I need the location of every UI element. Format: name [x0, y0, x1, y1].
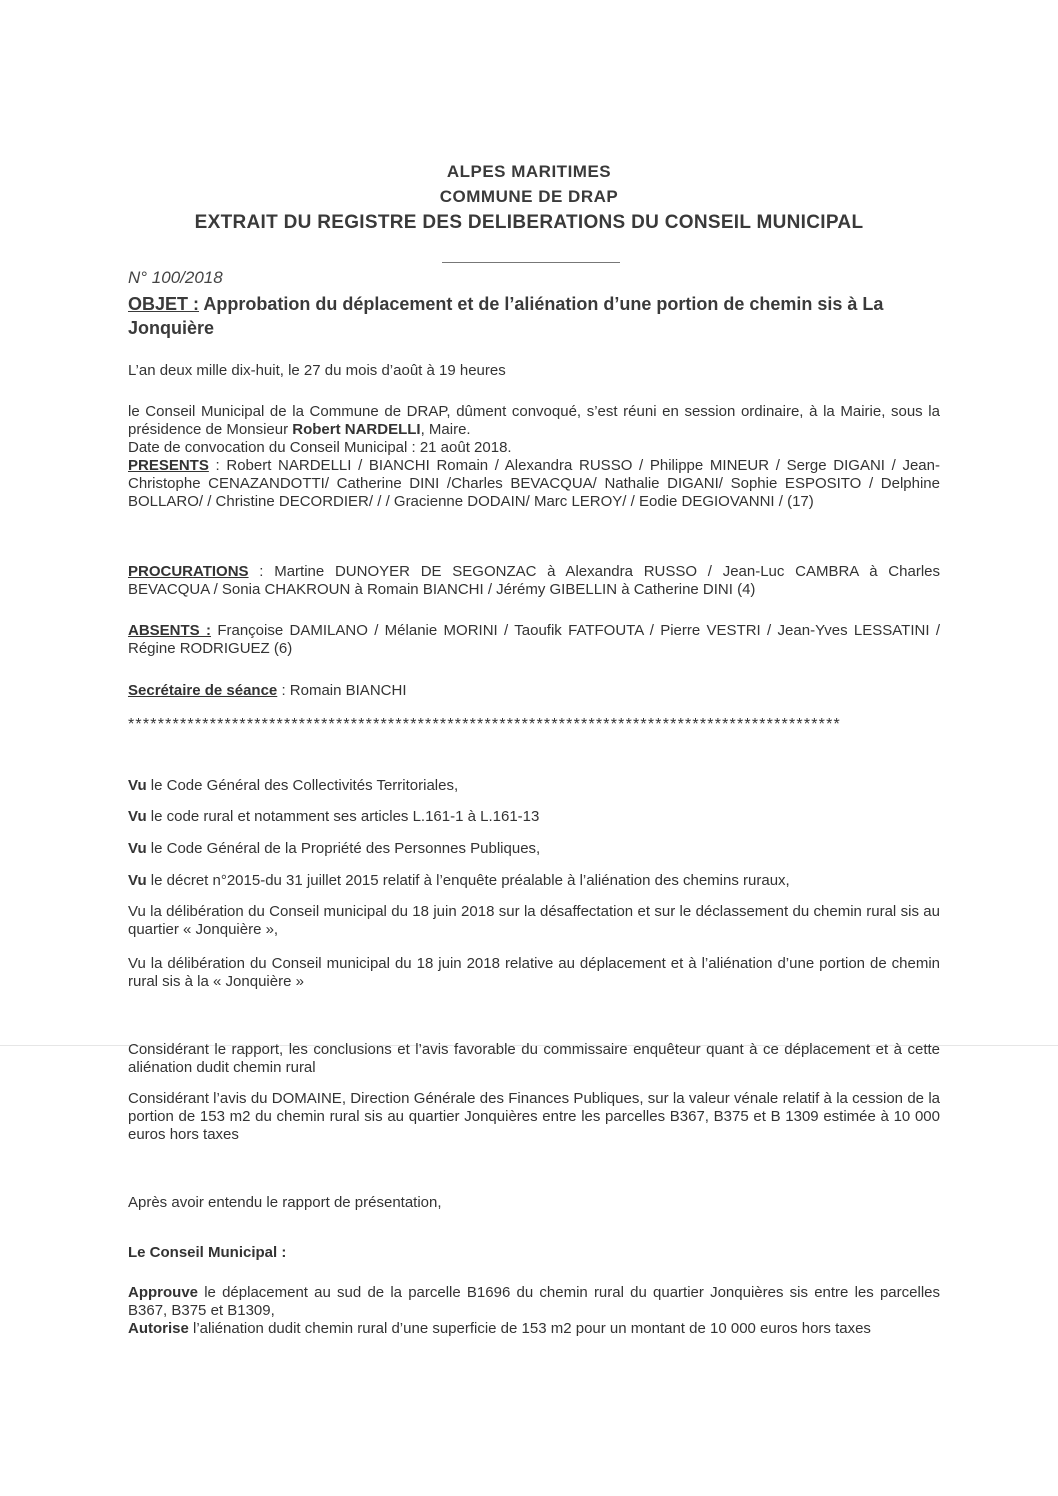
visa-text: Vu la délibération du Conseil municipal du 18 juin 2018 relative au déplacement et à l’aliénation d’une portion de chemin rural sis à la « Jonquière »	[128, 955, 940, 990]
title-rule	[442, 262, 620, 263]
objet-line	[128, 292, 928, 340]
procurations-list: : Martine DUNOYER DE SEGONZAC à Alexandra RUSSO / Jean-Luc CAMBRA à Charles BEVACQUA / Sonia CHAKROUN à Romain BIANCHI / Jérémy GIBELLIN à Catherine DINI (4)	[128, 563, 940, 598]
separator-stars: ************************************************************************************************	[128, 716, 841, 733]
intro-text-b: , Maire.	[420, 421, 471, 438]
absents-paragraph	[128, 622, 940, 658]
mayor-name: Robert NARDELLI	[292, 421, 421, 438]
visa-text: le Code Général des Collectivités Territoriales,	[146, 777, 459, 794]
visa-keyword: Vu	[128, 777, 147, 794]
visa-text: le code rural et notamment ses articles L.161-1 à L.161-13	[146, 808, 540, 825]
document-title: EXTRAIT DU REGISTRE DES DELIBERATIONS DU CONSEIL MUNICIPAL	[194, 212, 864, 233]
visa-text: Vu la délibération du Conseil municipal du 18 juin 2018 sur la désaffectation et sur le déclassement du chemin rural sis au quartier « Jonquière »,	[128, 903, 940, 938]
objet-text: Approbation du déplacement et de l’aliénation d’une portion de chemin sis à La Jonquière	[128, 294, 884, 338]
visa-item	[128, 872, 940, 890]
visa-item	[128, 777, 940, 795]
absents-label: ABSENTS :	[128, 622, 211, 639]
procurations-label: PROCURATIONS	[128, 563, 249, 580]
intro-paragraph	[128, 403, 940, 511]
commune-heading: COMMUNE DE DRAP	[439, 187, 619, 206]
date-line: L’an deux mille dix-huit, le 27 du mois d’août à 19 heures	[128, 362, 506, 379]
visa-item	[128, 840, 940, 858]
objet-label: OBJET :	[128, 294, 200, 314]
presents-label: PRESENTS	[128, 457, 209, 474]
secretaire-name: : Romain BIANCHI	[277, 682, 407, 699]
convocation-date: Date de convocation du Conseil Municipal : 21 août 2018.	[128, 439, 512, 456]
secretaire-line	[128, 682, 940, 700]
absents-list: Françoise DAMILANO / Mélanie MORINI / Taoufik FATFOUTA / Pierre VESTRI / Jean-Yves LESSATINI / Régine RODRIGUEZ (6)	[128, 622, 940, 657]
visa-text: le Code Général de la Propriété des Personnes Publiques,	[146, 840, 541, 857]
procurations-paragraph	[128, 563, 940, 599]
secretaire-label: Secrétaire de séance	[128, 682, 278, 699]
deliberation-number: N° 100/2018	[128, 268, 223, 287]
decision-text: le déplacement au sud de la parcelle B1696 du chemin rural du quartier Jonquières sis entre les parcelles B367, B375 et B1309,	[128, 1284, 940, 1319]
intro-text-a: le Conseil Municipal de la Commune de DRAP, dûment convoqué, s’est réuni en session ordinaire, à la Mairie, sous la présidence de Monsieur	[128, 403, 940, 438]
considerant-paragraph: Considérant l’avis du DOMAINE, Direction Générale des Finances Publiques, sur la valeur vénale relatif à la cession de la portion de 153 m2 du chemin rural sis au quartier Jonquières entre les parcelles B367, B375 et B 1309 estimée à 10 000 euros hors taxes	[128, 1090, 940, 1143]
decision-keyword: Autorise	[128, 1320, 189, 1337]
decision-text: l’aliénation dudit chemin rural d’une superficie de 153 m2 pour un montant de 10 000 euros hors taxes	[188, 1320, 871, 1337]
considerant-paragraph: Considérant le rapport, les conclusions et l’avis favorable du commissaire enquêteur quant à ce déplacement et à cette aliénation dudit chemin rural	[128, 1041, 940, 1076]
visa-keyword: Vu	[128, 840, 147, 857]
visa-item	[128, 808, 940, 826]
decision-keyword: Approuve	[128, 1284, 199, 1301]
visa-text: le décret n°2015-du 31 juillet 2015 relatif à l’enquête préalable à l’aliénation des chemins ruraux,	[146, 872, 790, 889]
visa-keyword: Vu	[128, 808, 147, 825]
visa-item	[128, 955, 940, 991]
conseil-heading: Le Conseil Municipal :	[128, 1244, 287, 1261]
decision-item	[128, 1284, 940, 1338]
presents-list: : Robert NARDELLI / BIANCHI Romain / Alexandra RUSSO / Philippe MINEUR / Serge DIGANI / Jean-Christophe CENAZANDOTTI/ Catherine DINI /Charles BEVACQUA/ Nathalie DIGANI/ Sophie ESPOSITO / Delphine BOLLARO/ / Christine DECORDIER/ / / Gracienne DODAIN/ Marc LEROY/ / Eodie DEGIOVANNI / (17)	[128, 457, 940, 510]
visa-item	[128, 903, 940, 939]
apres-line: Après avoir entendu le rapport de présentation,	[128, 1194, 442, 1211]
visa-keyword: Vu	[128, 872, 147, 889]
department-heading: ALPES MARITIMES	[446, 162, 612, 181]
